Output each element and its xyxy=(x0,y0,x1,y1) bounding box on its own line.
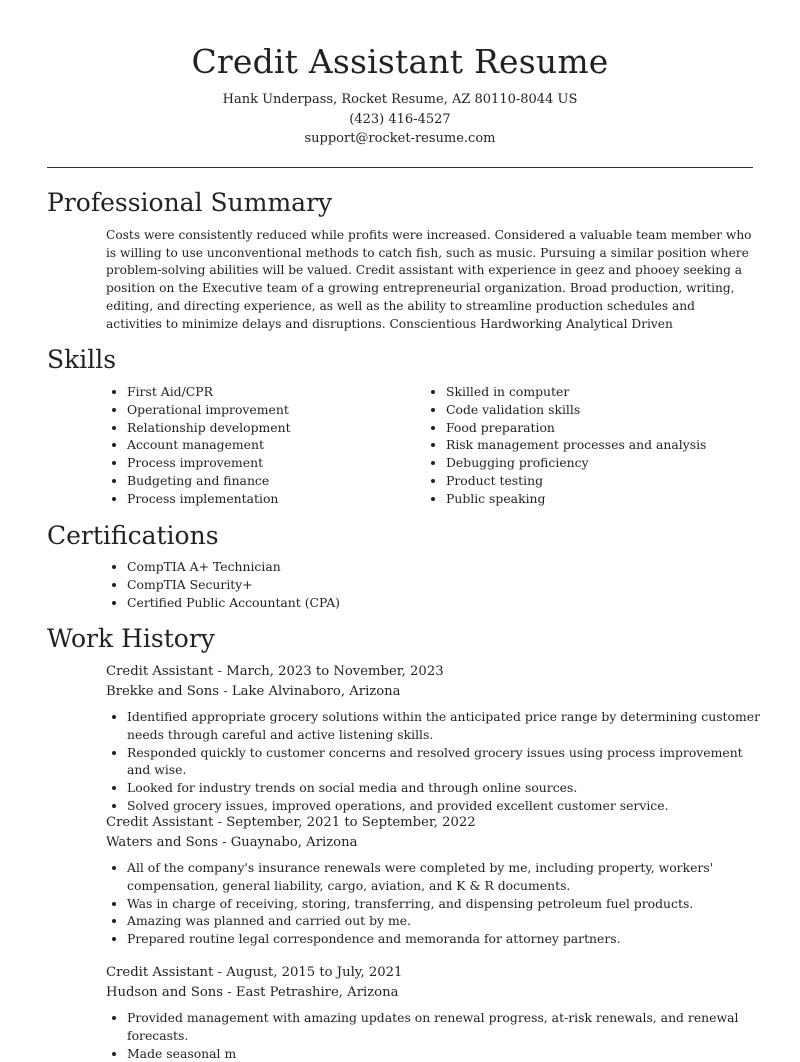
separator: - xyxy=(223,985,236,1000)
separator: - xyxy=(219,684,232,699)
job-title-line xyxy=(106,963,766,983)
skill-item: • Risk management processes and analysis xyxy=(446,436,706,454)
contact-block xyxy=(0,90,800,149)
section-heading-certifications: Certifications xyxy=(47,521,219,550)
contact-phone: (423) 416-4527 xyxy=(349,111,451,127)
skill-item: • Public speaking xyxy=(446,490,706,508)
job-company: Brekke and Sons xyxy=(106,684,220,699)
certification-item: • CompTIA A+ Technician xyxy=(127,558,340,576)
skills-column-left xyxy=(106,383,291,508)
skill-item: • First Aid/CPR xyxy=(127,383,291,401)
job-company-line xyxy=(106,983,766,1003)
resume-title: Credit Assistant Resume xyxy=(191,42,609,81)
job-bullet: • Responded quickly to customer concerns and resolved grocery issues using process improvement and wise. xyxy=(127,744,766,780)
job-bullet: • Identified appropriate grocery solutions within the anticipated price range by determining customer needs through careful and active listening skills. xyxy=(127,708,766,744)
summary-text: Costs were consistently reduced while profits were increased. Considered a valuable team member who is willing to use unconventional methods to catch fish, such as music. Pursuing a similar position where problem-solving abilities will be valued. Credit assistant with experience in geez and phooey seeking a position on the Executive team of a growing entrepreneurial organization. Broad production, writing, editing, and directing experience, as well as the ability to streamline production schedules and activities to minimize delays and disruptions. Conscientious Hardworking Analytical Driven xyxy=(106,228,752,331)
contact-address: Hank Underpass, Rocket Resume, AZ 80110-8044 US xyxy=(222,92,578,107)
job-title-line xyxy=(106,662,766,682)
separator: - xyxy=(217,835,231,850)
section-heading-summary: Professional Summary xyxy=(47,188,333,217)
job-company: Hudson and Sons xyxy=(106,985,224,1000)
skill-item: • Relationship development xyxy=(127,419,291,437)
section-heading-skills: Skills xyxy=(47,345,117,374)
skills-list-left xyxy=(106,383,291,508)
job-bullet: • All of the company's insurance renewals were completed by me, including property, workers' compensation, general liability, cargo, aviation, and K & R documents. xyxy=(127,859,766,895)
job-bullet: • Prepared routine legal correspondence and memoranda for attorney partners. xyxy=(127,930,766,948)
job-entry xyxy=(106,963,766,1062)
job-bullet: • Was in charge of receiving, storing, transferring, and dispensing petroleum fuel products. xyxy=(127,895,766,913)
skill-item: • Process improvement xyxy=(127,454,291,472)
skill-item: • Skilled in computer xyxy=(446,383,706,401)
job-location: East Petrashire, Arizona xyxy=(235,985,399,1000)
job-dates: September, 2021 to September, 2022 xyxy=(226,815,476,830)
job-entry xyxy=(106,662,766,815)
section-heading-work-history: Work History xyxy=(47,624,215,653)
skill-item: • Process implementation xyxy=(127,490,291,508)
job-title: Credit Assistant xyxy=(106,815,214,830)
header-divider xyxy=(47,167,753,168)
separator: - xyxy=(213,965,227,980)
job-location: Guaynabo, Arizona xyxy=(230,835,358,850)
job-entry xyxy=(106,813,766,948)
certification-item: • CompTIA Security+ xyxy=(127,576,340,594)
job-title: Credit Assistant xyxy=(106,664,214,679)
skills-column-right xyxy=(425,383,706,508)
job-bullet: • Provided management with amazing updates on renewal progress, at-risk renewals, and renewal forecasts. xyxy=(127,1009,766,1045)
job-bullet: • Looked for industry trends on social media and through online sources. xyxy=(127,779,766,797)
job-bullet: • Made seasonal m xyxy=(127,1045,766,1062)
job-title: Credit Assistant xyxy=(106,965,214,980)
job-dates: August, 2015 to July, 2021 xyxy=(226,965,403,980)
job-company: Waters and Sons xyxy=(106,835,218,850)
job-bullets xyxy=(106,708,766,815)
job-bullets xyxy=(106,1009,766,1062)
skill-item: • Debugging proficiency xyxy=(446,454,706,472)
contact-email: support@rocket-resume.com xyxy=(304,131,496,146)
certification-item: • Certified Public Accountant (CPA) xyxy=(127,594,340,612)
job-title-line xyxy=(106,813,766,833)
certifications-block xyxy=(106,558,340,611)
skill-item: • Code validation skills xyxy=(446,401,706,419)
job-company-line xyxy=(106,833,766,853)
separator: - xyxy=(213,815,227,830)
skill-item: • Product testing xyxy=(446,472,706,490)
job-company-line xyxy=(106,682,766,702)
skill-item: • Budgeting and finance xyxy=(127,472,291,490)
skill-item: • Account management xyxy=(127,436,291,454)
job-bullet: • Amazing was planned and carried out by me. xyxy=(127,912,766,930)
certifications-list xyxy=(106,558,340,611)
skill-item: • Operational improvement xyxy=(127,401,291,419)
job-dates: March, 2023 to November, 2023 xyxy=(226,664,444,679)
skills-list-right xyxy=(425,383,706,508)
skill-item: • Food preparation xyxy=(446,419,706,437)
job-bullet: • Solved grocery issues, improved operations, and provided excellent customer service. xyxy=(127,797,766,815)
job-bullets xyxy=(106,859,766,948)
separator: - xyxy=(213,664,227,679)
resume-header xyxy=(0,0,800,149)
job-location: Lake Alvinaboro, Arizona xyxy=(231,684,401,699)
